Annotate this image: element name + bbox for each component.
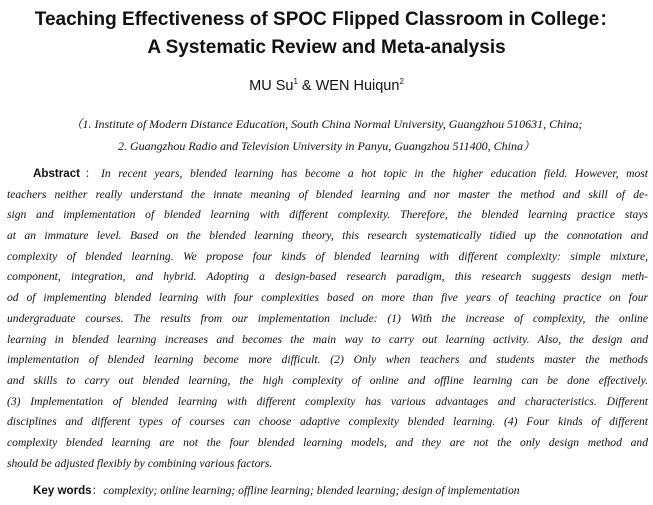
abstract-line: od of implementing blended learning with four complexities based on more than five years of teaching practice on four — [7, 291, 648, 305]
abstract-line: disciplines and different types of courses can choose adaptive complexity blended learning. (4) Four kinds of different — [7, 415, 648, 429]
keywords-colon: ： — [91, 484, 104, 497]
paper-title-line-1: Teaching Effectiveness of SPOC Flipped Classroom in College： — [34, 9, 619, 30]
author-list — [0, 77, 653, 94]
abstract-line: (3) Implementation of blended learning with different complexity has various advantages and characteristics. Different — [7, 394, 648, 408]
abstract-line: component, integration, and hybrid. Adopting a design-based research paradigm, this research suggests design meth- — [7, 270, 648, 284]
abstract-line: teachers neither really understand the innate meaning of blended learning and nor master the method and skill of de- — [7, 187, 648, 201]
abstract-line: learning in blended learning increases and becomes the main way to carry out learning activity. Also, the design and — [7, 332, 648, 346]
keywords-line — [33, 482, 520, 498]
abstract-text: In recent years, blended learning has become a hot topic in the higher education field. However, most — [101, 167, 648, 180]
abstract-line: at an immature level. Based on the blended learning theory, this research systematically tidied up the connotation and — [7, 229, 648, 243]
author-separator: & — [301, 78, 312, 94]
abstract-label: Abstract — [33, 167, 81, 180]
author-1-affil-mark: 1 — [293, 77, 298, 86]
keywords-label: Key words — [33, 484, 92, 497]
abstract-colon: ： — [80, 167, 102, 180]
abstract-line: implementation of blended learning become more difficult. (2) Only when teachers and students master the methods — [7, 353, 648, 367]
abstract-line: complexity blended learning are not the four blended learning models, and they are not the only design method and — [7, 435, 648, 449]
author-2: WEN Huiqun — [315, 78, 400, 94]
abstract-line — [7, 164, 648, 185]
abstract-line: sign and implementation of blended learning with different complexity. Therefore, the blended learning practice stays — [7, 208, 648, 222]
paper-title-line-2: A Systematic Review and Meta-analysis — [147, 37, 506, 58]
abstract-line: should be adjusted flexibly by combining various factors. — [7, 456, 273, 470]
abstract-line: and skills to carry out blended learning, the high complexity of online and offline learning can be done effectively. — [7, 373, 648, 387]
abstract-line: complexity of blended learning. We propose four kinds of blended learning with different complexity: simple mixture, — [7, 249, 648, 263]
author-1: MU Su — [249, 78, 294, 94]
author-2-affil-mark: 2 — [399, 77, 404, 86]
abstract-line: undergraduate courses. The results from our implementation include: (1) With the increase of complexity, the online — [7, 311, 648, 325]
affiliation-line-2: 2. Guangzhou Radio and Television University in Panyu, Guangzhou 511400, China） — [118, 139, 535, 153]
affiliation-line-1: （1. Institute of Modern Distance Education, South China Normal University, Guangzhou 510631, China; — [70, 117, 583, 131]
abstract-block — [7, 164, 648, 474]
keywords-items: complexity; online learning; offline learning; blended learning; design of implementation — [103, 484, 520, 497]
